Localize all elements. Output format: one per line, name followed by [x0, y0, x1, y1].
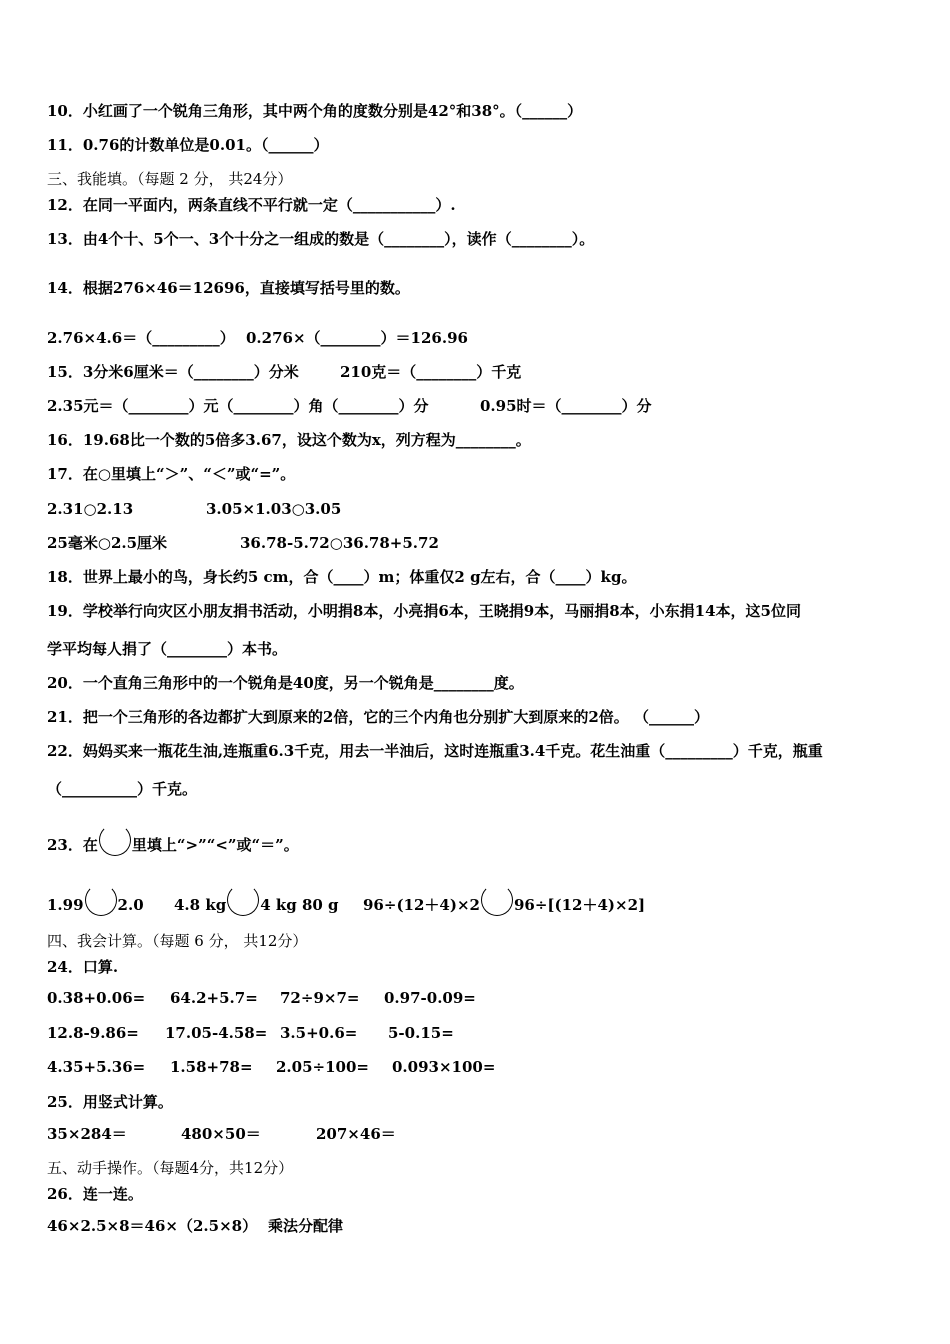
compare-circle[interactable] — [85, 884, 117, 916]
q23b-left: 4.8 kg — [174, 896, 227, 914]
question-17: 17．在○里填上“＞”、“＜”或“=”。 — [47, 465, 296, 483]
question-13: 13．由4个十、5个一、3个十分之一组成的数是（________），读作（________）。 — [47, 230, 595, 248]
calc-item: 0.97-0.09= — [384, 989, 476, 1007]
q23-prefix: 23．在 — [47, 836, 98, 854]
q17-item-d: 36.78-5.72○36.78+5.72 — [240, 534, 439, 552]
q14-item-a: 2.76×4.6＝（_________） — [47, 329, 235, 347]
question-20: 20．一个直角三角形中的一个锐角是40度，另一个锐角是________度。 — [47, 674, 524, 692]
calc-item: 0.093×100= — [392, 1058, 496, 1076]
calc-item: 1.58+78= — [170, 1058, 253, 1076]
question-18: 18．世界上最小的鸟，身长约5 cm，合（____）m；体重仅2 g左右，合（____）kg。 — [47, 568, 637, 586]
calc-item: 72÷9×7= — [280, 989, 360, 1007]
compare-circle[interactable] — [481, 884, 513, 916]
compare-circle[interactable] — [227, 884, 259, 916]
question-19-line2: 学平均每人捐了（________）本书。 — [47, 640, 288, 658]
question-23-row — [47, 884, 907, 914]
q23a-left: 1.99 — [47, 896, 84, 914]
question-24: 24．口算. — [47, 958, 119, 976]
question-22-line1: 22．妈妈买来一瓶花生油,连瓶重6.3千克，用去一半油后，这时连瓶重3.4千克。花生油重（_________）千克，瓶重 — [47, 742, 823, 760]
q23-suffix: 里填上“>”“<”或“＝”。 — [131, 836, 299, 854]
q26-expression: 46×2.5×8＝46×（2.5×8） — [47, 1217, 258, 1235]
question-19-line1: 19．学校举行向灾区小朋友捐书活动，小明捐8本，小亮捐6本，王晓捐9本，马丽捐8本，小东捐14本，这5位同 — [47, 602, 801, 620]
calc-item: 0.38+0.06= — [47, 989, 146, 1007]
question-25: 25．用竖式计算。 — [47, 1093, 173, 1111]
question-26: 26．连一连。 — [47, 1185, 143, 1203]
calc-item: 5-0.15= — [388, 1024, 454, 1042]
question-23 — [47, 824, 299, 856]
q23-item-a — [47, 884, 144, 916]
q15-item-a: 15．3分米6厘米＝（________）分米 — [47, 363, 299, 381]
calc-item: 12.8-9.86= — [47, 1024, 139, 1042]
question-10: 10．小红画了一个锐角三角形，其中两个角的度数分别是42°和38°。（______） — [47, 102, 583, 120]
question-16: 16．19.68比一个数的5倍多3.67，设这个数为x，列方程为________。 — [47, 431, 531, 449]
q23b-right: 4 kg 80 g — [260, 896, 339, 914]
vertical-calc-item: 480×50＝ — [181, 1125, 261, 1143]
q17-item-a: 2.31○2.13 — [47, 500, 134, 518]
vertical-calc-item: 207×46＝ — [316, 1125, 396, 1143]
calc-item: 4.35+5.36= — [47, 1058, 146, 1076]
q23c-left: 96÷(12＋4)×2 — [363, 896, 480, 914]
q23-item-c — [363, 884, 645, 916]
q15-item-d: 0.95时＝（________）分 — [480, 397, 652, 415]
compare-circle — [99, 824, 131, 856]
question-22-line2: （__________）千克。 — [47, 780, 198, 798]
calc-item: 2.05÷100= — [276, 1058, 369, 1076]
section-4-heading: 四、我会计算。（每题 6 分， 共12分） — [47, 932, 308, 950]
q23-item-b — [174, 884, 339, 916]
section-3-heading: 三、我能填。（每题 2 分， 共24分） — [47, 170, 293, 188]
q26-law: 乘法分配律 — [268, 1217, 344, 1235]
q23c-right: 96÷[(12＋4)×2] — [513, 896, 646, 914]
section-5-heading: 五、动手操作。（每题4分，共12分） — [47, 1159, 294, 1177]
q14-item-b: 0.276×（________）＝126.96 — [246, 329, 468, 347]
question-11: 11．0.76的计数单位是0.01。（______） — [47, 136, 329, 154]
q17-item-b: 3.05×1.03○3.05 — [206, 500, 342, 518]
q17-item-c: 25毫米○2.5厘米 — [47, 534, 168, 552]
question-12: 12．在同一平面内，两条直线不平行就一定（___________）. — [47, 196, 456, 214]
q23a-right: 2.0 — [117, 896, 144, 914]
calc-item: 17.05-4.58= — [165, 1024, 268, 1042]
question-21: 21．把一个三角形的各边都扩大到原来的2倍，它的三个内角也分别扩大到原来的2倍。 （______） — [47, 708, 709, 726]
q15-item-c: 2.35元＝（________）元（________）角（________）分 — [47, 397, 429, 415]
question-14: 14．根据276×46＝12696，直接填写括号里的数。 — [47, 279, 410, 297]
calc-item: 3.5+0.6= — [280, 1024, 358, 1042]
q15-item-b: 210克＝（________）千克 — [340, 363, 522, 381]
vertical-calc-item: 35×284＝ — [47, 1125, 127, 1143]
calc-item: 64.2+5.7= — [170, 989, 258, 1007]
